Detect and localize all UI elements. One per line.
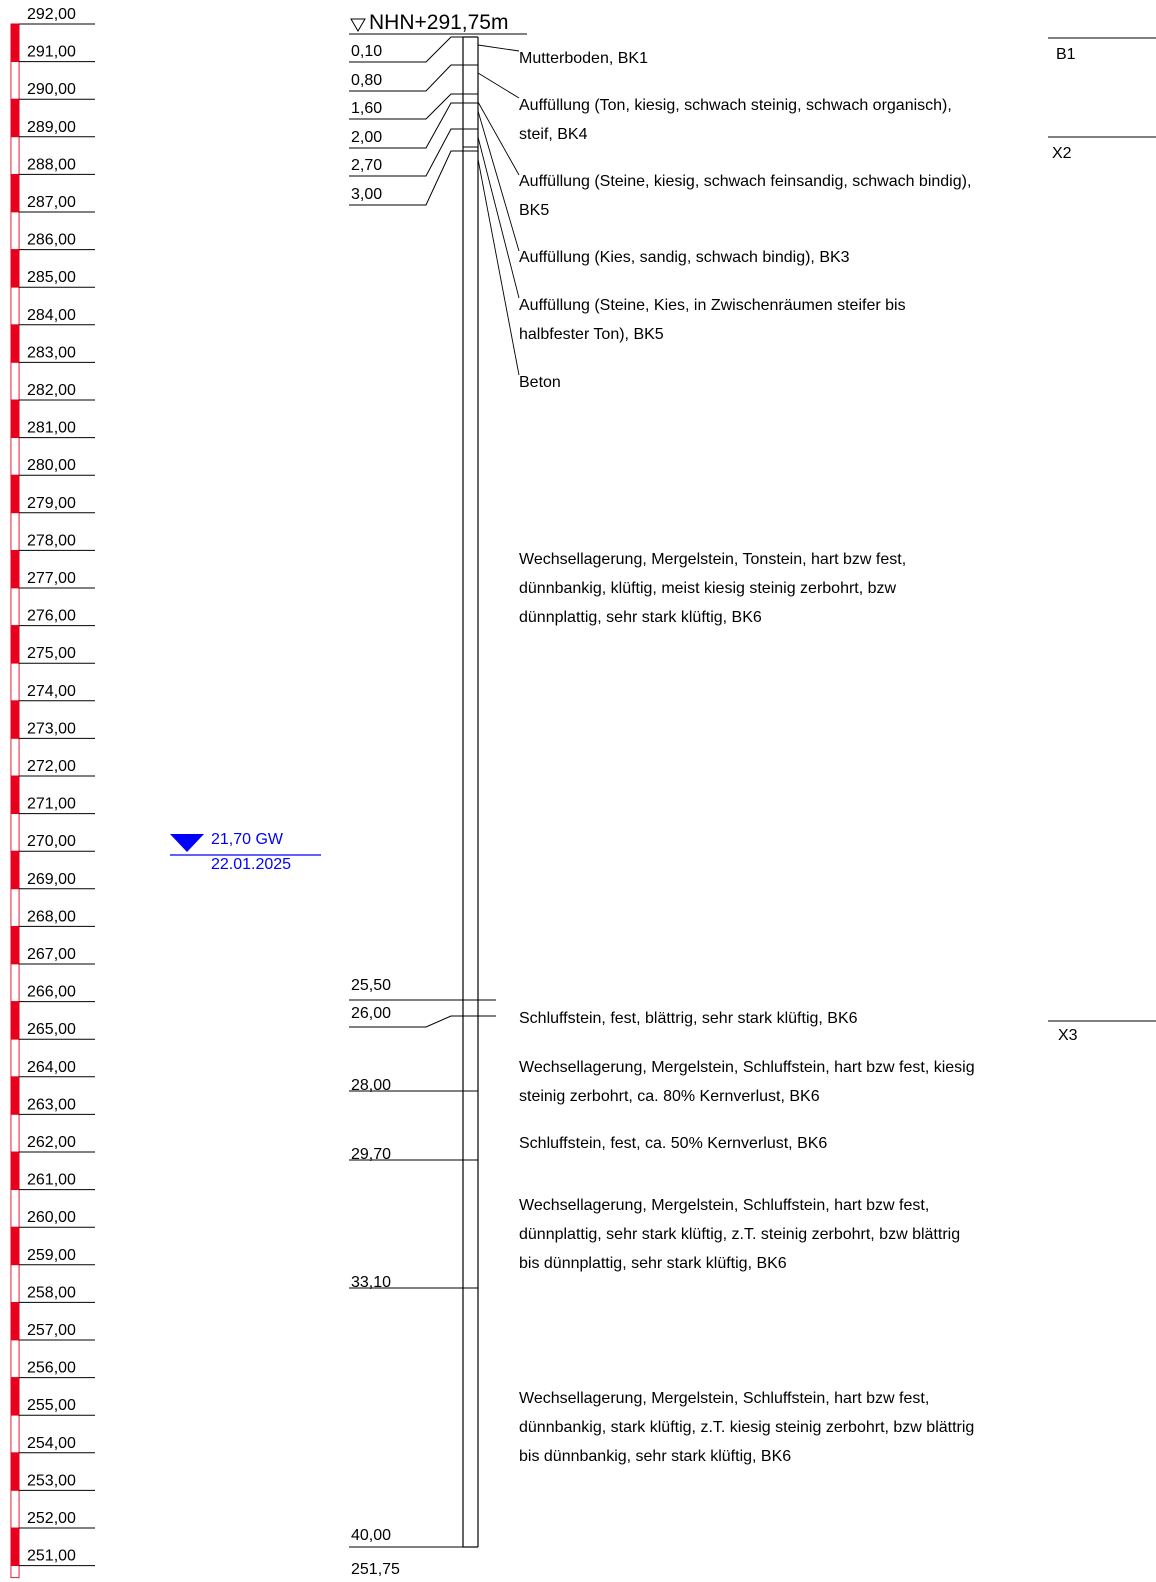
layer-description: [519, 551, 906, 626]
elevation-label: 262,00: [27, 1134, 76, 1151]
description-line: dünnplattig, sehr stark klüftig, BK6: [519, 609, 762, 626]
elevation-bar-segment: [11, 99, 19, 137]
description-line: dünnbankig, klüftig, meist kiesig steinig zerbohrt, bzw: [519, 580, 897, 597]
description-leader: [478, 111, 519, 251]
elevation-label: 276,00: [27, 607, 76, 625]
groundwater-depth-label: 21,70 GW: [211, 831, 284, 848]
layer-descriptions: [519, 50, 975, 1465]
description-line: bis dünnbankig, sehr stark klüftig, BK6: [519, 1448, 792, 1465]
depth-label: 29,70: [351, 1146, 392, 1163]
groundwater-marker: [170, 831, 321, 873]
description-line: Mutterboden, BK1: [519, 50, 648, 67]
layer-boundary-lines: [463, 37, 478, 1547]
elevation-label: 287,00: [27, 194, 76, 211]
description-line: Auffüllung (Steine, kiesig, schwach feinsandig, schwach bindig),: [519, 173, 972, 190]
elevation-label: 265,00: [27, 1021, 76, 1039]
elevation-bar-segments: [11, 24, 19, 1578]
layer-description: [519, 374, 561, 391]
elevation-bar-segment: [11, 1528, 19, 1566]
elevation-label: 252,00: [27, 1510, 76, 1527]
elevation-label: 274,00: [27, 682, 76, 700]
elevation-label: 271,00: [27, 795, 76, 813]
elevation-bar-segment: [11, 964, 19, 1002]
elevation-label: 251,00: [27, 1547, 76, 1565]
description-line: Auffüllung (Kies, sandig, schwach bindig), BK3: [519, 249, 850, 266]
layer-description: [519, 1390, 974, 1465]
elevation-bar-segment: [11, 663, 19, 701]
elevation-label: 259,00: [27, 1246, 76, 1264]
elevation-label: 283,00: [27, 344, 76, 362]
elevation-label: 277,00: [27, 570, 76, 587]
description-line: Wechsellagerung, Mergelstein, Schluffstein, hart bzw fest,: [519, 1390, 930, 1407]
elevation-label: 278,00: [27, 532, 76, 550]
depth-label: 33,10: [351, 1274, 392, 1291]
elevation-bar-segment: [11, 1490, 19, 1528]
elevation-bar-segment: [11, 814, 19, 852]
elevation-label: 257,00: [27, 1322, 76, 1339]
depth-label: 25,50: [351, 977, 392, 994]
ground-level-triangle-icon: [351, 19, 365, 31]
elevation-bar-segment: [11, 926, 19, 964]
elevation-bar-segment: [11, 1152, 19, 1190]
elevation-label: 284,00: [27, 306, 76, 324]
description-leader-lines: [478, 45, 519, 1016]
elevation-bar-segment: [11, 137, 19, 175]
elevation-label: 258,00: [27, 1284, 76, 1302]
elevation-bar-segment: [11, 776, 19, 814]
elevation-label: 280,00: [27, 457, 76, 475]
elevation-bar-segment: [11, 1378, 19, 1416]
description-line: Auffüllung (Ton, kiesig, schwach steinig, schwach organisch),: [519, 97, 952, 114]
elevation-bar-segment: [11, 1453, 19, 1491]
elevation-bar-segment: [11, 362, 19, 400]
elevation-label: 267,00: [27, 946, 76, 963]
layer-description: [519, 173, 971, 219]
description-line: bis dünnplattig, sehr stark klüftig, BK6: [519, 1255, 787, 1272]
depth-label: 0,80: [351, 72, 383, 89]
elevation-bar-segment: [11, 24, 19, 62]
description-line: BK5: [519, 202, 550, 219]
elevation-bar-segment: [11, 287, 19, 325]
description-line: Schluffstein, fest, blättrig, sehr stark klüftig, BK6: [519, 1010, 858, 1027]
layer-description: [519, 249, 850, 266]
elevation-bar-segment: [11, 738, 19, 776]
elevation-label: 279,00: [27, 494, 76, 512]
description-line: Beton: [519, 374, 561, 391]
elevation-labels: [27, 6, 76, 1565]
layer-description: [519, 297, 906, 343]
depth-label: 2,70: [351, 157, 383, 174]
elevation-label: 289,00: [27, 118, 76, 136]
description-leader: [478, 137, 519, 298]
elevation-label: 282,00: [27, 382, 76, 399]
class-markers: [1048, 38, 1156, 1044]
elevation-bar-segment: [11, 325, 19, 363]
elevation-label: 281,00: [27, 419, 76, 437]
description-line: Wechsellagerung, Mergelstein, Tonstein, hart bzw fest,: [519, 551, 907, 568]
elevation-bar-segment: [11, 174, 19, 212]
elevation-bar-segment: [11, 1415, 19, 1453]
borehole-header: [349, 11, 527, 34]
elevation-scale: [11, 6, 95, 1578]
elevation-bar-segment: [11, 889, 19, 927]
description-line: halbfester Ton), BK5: [519, 326, 664, 343]
elevation-label: 264,00: [27, 1058, 76, 1076]
elevation-label: 286,00: [27, 231, 76, 249]
ground-level-label: NHN+291,75m: [369, 11, 509, 34]
elevation-label: 254,00: [27, 1434, 76, 1452]
description-line: Wechsellagerung, Mergelstein, Schluffstein, hart bzw fest,: [519, 1197, 930, 1214]
elevation-label: 273,00: [27, 720, 76, 738]
elevation-label: 275,00: [27, 645, 76, 663]
elevation-bar-segment: [11, 1002, 19, 1040]
depth-label: 26,00: [351, 1005, 392, 1022]
elevation-label: 253,00: [27, 1472, 76, 1490]
elevation-bar-segment: [11, 250, 19, 288]
description-line: dünnbankig, stark klüftig, z.T. kiesig steinig zerbohrt, bzw blättrig: [519, 1419, 975, 1436]
description-line: steif, BK4: [519, 126, 588, 143]
elevation-bar-segment: [11, 1566, 19, 1578]
elevation-bar-segment: [11, 1302, 19, 1340]
elevation-bar-segment: [11, 475, 19, 513]
groundwater-triangle-icon: [170, 834, 204, 852]
depth-label: 0,10: [351, 43, 383, 60]
elevation-bar-segment: [11, 212, 19, 250]
elevation-bar-segment: [11, 400, 19, 438]
bottom-elevation-label: 251,75: [351, 1561, 400, 1578]
description-leader: [478, 159, 519, 375]
depth-label: 1,60: [351, 100, 383, 117]
depth-labels: [349, 37, 463, 1547]
elevation-bar-segment: [11, 626, 19, 664]
depth-label: 40,00: [351, 1527, 392, 1544]
layer-description: [519, 1010, 858, 1027]
description-line: Schluffstein, fest, ca. 50% Kernverlust, BK6: [519, 1135, 828, 1152]
layer-description: [519, 97, 952, 143]
elevation-bar-segment: [11, 701, 19, 739]
description-leader: [478, 45, 519, 51]
elevation-bar-segment: [11, 1265, 19, 1303]
elevation-label: 272,00: [27, 758, 76, 775]
elevation-label: 268,00: [27, 908, 76, 926]
elevation-label: 269,00: [27, 870, 76, 888]
elevation-bar-segment: [11, 1114, 19, 1152]
elevation-bar-segment: [11, 1190, 19, 1228]
elevation-label: 290,00: [27, 81, 76, 99]
elevation-bar-segment: [11, 550, 19, 588]
description-line: Wechsellagerung, Mergelstein, Schluffstein, hart bzw fest, kiesig: [519, 1059, 975, 1076]
elevation-label: 270,00: [27, 833, 76, 851]
elevation-bar-segment: [11, 588, 19, 626]
groundwater-date-label: 22.01.2025: [211, 856, 292, 873]
borehole-column: [463, 37, 478, 1547]
elevation-label: 260,00: [27, 1209, 76, 1227]
description-line: dünnplattig, sehr stark klüftig, z.T. steinig zerbohrt, bzw blättrig: [519, 1226, 961, 1243]
elevation-bar-segment: [11, 1227, 19, 1265]
description-leader: [478, 102, 519, 175]
description-line: Auffüllung (Steine, Kies, in Zwischenräumen steifer bis: [519, 297, 906, 314]
elevation-bar-segment: [11, 851, 19, 889]
depth-label: 28,00: [351, 1077, 392, 1094]
elevation-bar-segment: [11, 1340, 19, 1378]
elevation-bar-segment: [11, 62, 19, 100]
elevation-label: 292,00: [27, 6, 76, 23]
elevation-bar-segment: [11, 438, 19, 476]
class-marker-label: X3: [1058, 1027, 1078, 1044]
elevation-bar-segment: [11, 1039, 19, 1077]
elevation-label: 266,00: [27, 983, 76, 1001]
elevation-label: 255,00: [27, 1397, 76, 1415]
elevation-label: 288,00: [27, 156, 76, 174]
elevation-bar-segment: [11, 513, 19, 551]
elevation-bar-segment: [11, 1077, 19, 1115]
depth-label: 2,00: [351, 129, 383, 146]
depth-label: 3,00: [351, 186, 383, 203]
layer-description: [519, 1135, 827, 1152]
elevation-label: 291,00: [27, 43, 76, 61]
elevation-label: 263,00: [27, 1096, 76, 1114]
description-leader: [478, 73, 519, 98]
elevation-label: 256,00: [27, 1359, 76, 1377]
layer-description: [519, 1197, 960, 1272]
elevation-label: 285,00: [27, 269, 76, 287]
layer-description: [519, 50, 648, 67]
layer-description: [519, 1059, 975, 1105]
class-marker-label: B1: [1056, 46, 1076, 63]
elevation-label: 261,00: [27, 1171, 76, 1189]
description-line: steinig zerbohrt, ca. 80% Kernverlust, BK6: [519, 1088, 820, 1105]
class-marker-label: X2: [1052, 145, 1072, 162]
